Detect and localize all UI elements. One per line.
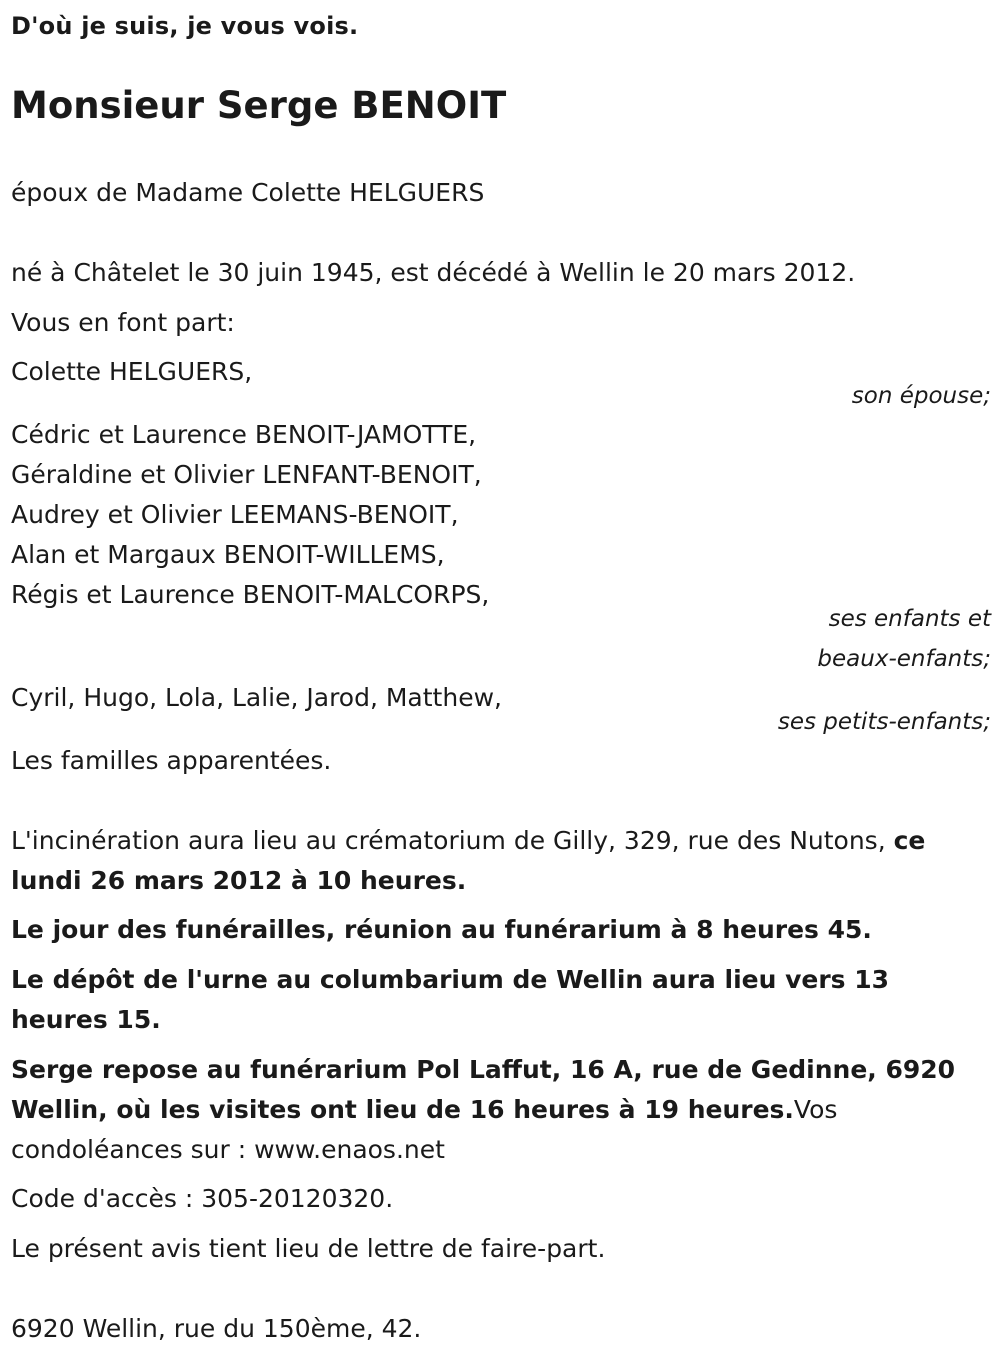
child-name: Cédric et Laurence BENOIT-JAMOTTE, xyxy=(11,420,477,449)
grandchildren-names: Cyril, Hugo, Lola, Lalie, Jarod, Matthew, xyxy=(11,683,502,712)
spouse-line: époux de Madame Colette HELGUERS xyxy=(11,178,485,207)
spouse-name: Colette HELGUERS, xyxy=(11,357,253,386)
access-code: Code d'accès : 305-20120320. xyxy=(11,1184,394,1213)
child-name: Géraldine et Olivier LENFANT-BENOIT, xyxy=(11,460,482,489)
motto: D'où je suis, je vous vois. xyxy=(11,12,359,40)
children-role-line2: beaux-enfants; xyxy=(817,646,991,672)
cremation-paragraph xyxy=(11,821,986,901)
funeral-meeting: Le jour des funérailles, réunion au funérarium à 8 heures 45. xyxy=(11,915,872,944)
cremation-text: L'incinération aura lieu au crématorium de Gilly, 329, rue des Nutons, xyxy=(11,826,894,855)
child-name: Alan et Margaux BENOIT-WILLEMS, xyxy=(11,540,445,569)
notice-line: Le présent avis tient lieu de lettre de faire-part. xyxy=(11,1234,606,1263)
child-name: Audrey et Olivier LEEMANS-BENOIT, xyxy=(11,500,459,529)
condolences-text: Vos condoléances sur : www.enaos.net xyxy=(11,1095,838,1164)
families-line: Les familles apparentées. xyxy=(11,746,332,775)
grandchildren-role: ses petits-enfants; xyxy=(777,709,991,735)
child-name: Régis et Laurence BENOIT-MALCORPS, xyxy=(11,580,490,609)
address-line: 6920 Wellin, rue du 150ème, 42. xyxy=(11,1314,422,1343)
urn-deposit: Le dépôt de l'urne au columbarium de Wellin aura lieu vers 13 heures 15. xyxy=(11,965,890,1034)
cremation-date: ce lundi 26 mars 2012 à 10 heures. xyxy=(11,826,926,895)
rest-location: Serge repose au funérarium Pol Laffut, 16 A, rue de Gedinne, 6920 Wellin, où les visites ont lieu de 16 heures à 19 heures. xyxy=(11,1055,956,1124)
children-role-line1: ses enfants et xyxy=(828,606,991,632)
deceased-name: Monsieur Serge BENOIT xyxy=(11,84,507,127)
spouse-role: son épouse; xyxy=(851,383,991,409)
birth-death-line: né à Châtelet le 30 juin 1945, est décédé à Wellin le 20 mars 2012. xyxy=(11,258,856,287)
rest-paragraph xyxy=(11,1050,986,1170)
intro-line: Vous en font part: xyxy=(11,308,235,337)
